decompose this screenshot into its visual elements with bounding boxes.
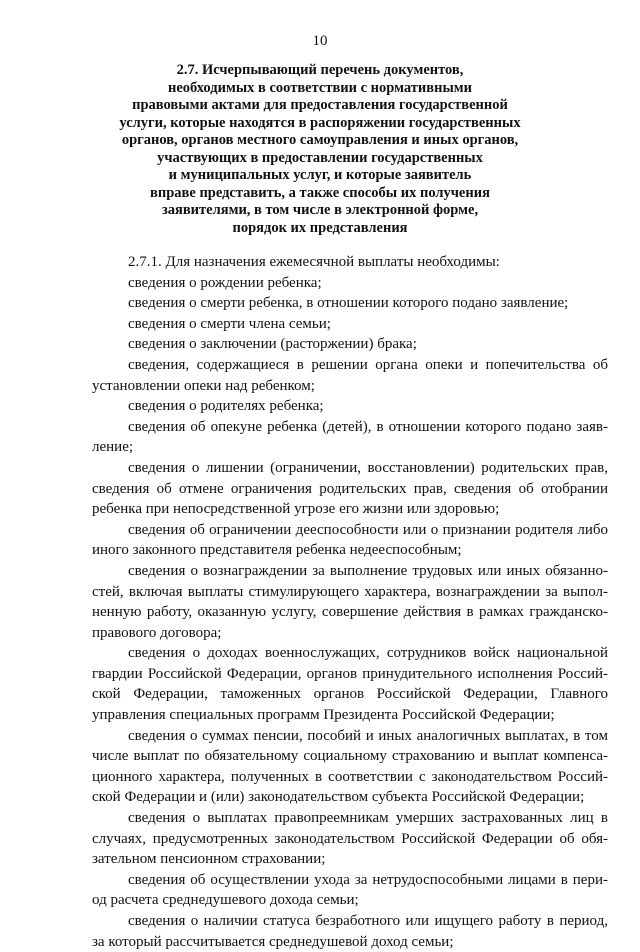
paragraph-line: сведения о смерти члена семьи; xyxy=(128,315,331,332)
paragraph-line: сведения об ограничении дееспособности или о признании родителя либо xyxy=(128,521,608,538)
paragraph-line: иного законного представителя ребенка недееспособным; xyxy=(92,542,462,559)
paragraph-line: сведения о доходах военнослужащих, сотрудников войск национальной xyxy=(128,645,608,662)
paragraph-line: сведения о выплатах правопреемникам умерших застрахованных лиц в xyxy=(128,810,608,827)
paragraph-line: зательном пенсионном страховании; xyxy=(92,851,326,868)
paragraph-line: сведения о заключении (расторжении) брака; xyxy=(128,336,417,353)
paragraph-line: ской Федерации и (или) законодательством субъекта Российской Федерации; xyxy=(92,789,585,806)
paragraph xyxy=(92,252,608,273)
heading-line: порядок их представления xyxy=(232,219,408,236)
paragraph-line: ционного характера, полученных в соответствии с законодательством Россий- xyxy=(92,768,608,785)
section-heading xyxy=(0,62,640,237)
paragraph-line: ребенка при непосредственной угрозе его жизни или здоровью; xyxy=(92,501,500,518)
paragraph-line: за который рассчитывается среднедушевой доход семьи; xyxy=(92,933,454,950)
paragraph-line: сведения о вознаграждении за выполнение трудовых или иных обязанно- xyxy=(128,562,608,579)
paragraph-line: сведения о рождении ребенка; xyxy=(128,274,322,291)
paragraph xyxy=(92,417,608,458)
paragraph xyxy=(92,911,608,952)
heading-line: 2.7. Исчерпывающий перечень документов, xyxy=(176,62,464,78)
paragraph-line: сведения об осуществлении ухода за нетрудоспособными лицами в пери- xyxy=(128,871,608,888)
heading-line: вправе представить, а также способы их получения xyxy=(150,184,490,201)
paragraph xyxy=(92,334,608,355)
paragraph-line: 2.7.1. Для назначения ежемесячной выплаты необходимы: xyxy=(128,254,500,270)
paragraph-line: случаях, предусмотренных законодательством Российской Федерации об обя- xyxy=(92,830,608,847)
paragraph xyxy=(92,643,608,725)
paragraph-line: сведения об отмене ограничения родительских прав, сведения об отобрании xyxy=(92,480,608,497)
heading-line: правовыми актами для предоставления государственной xyxy=(132,97,508,113)
paragraph-line: сведения о суммах пенсии, пособий и иных аналогичных выплатах, в том xyxy=(128,727,608,744)
paragraph xyxy=(92,458,608,520)
heading-line: участвующих в предоставлении государственных xyxy=(157,149,483,166)
paragraph-line: ление; xyxy=(92,439,134,456)
paragraph-line: правового договора; xyxy=(92,624,222,641)
paragraph-line: числе выплат по обязательному социальному страхованию и выплат компенса- xyxy=(92,748,608,765)
heading-line: органов, органов местного самоуправления и иных органов, xyxy=(121,132,519,148)
heading-line: заявителями, в том числе в электронной форме, xyxy=(161,202,479,218)
paragraph xyxy=(92,273,608,294)
paragraph-line: сведения о родителях ребенка; xyxy=(128,398,324,415)
heading-line: услуги, которые находятся в распоряжении государственных xyxy=(119,114,521,131)
paragraph-line: сведения о лишении (ограничении, восстановлении) родительских прав, xyxy=(128,459,608,476)
section-body xyxy=(92,252,608,952)
paragraph xyxy=(92,355,608,396)
paragraph-line: ненную работу, оказанную услугу, совершение действия в рамках гражданско- xyxy=(92,604,608,621)
paragraph-line: ской Федерации, таможенных органов Российской Федерации, Главного xyxy=(92,686,608,703)
heading-line: необходимых в соответствии с нормативными xyxy=(167,79,473,96)
paragraph xyxy=(92,808,608,870)
paragraph xyxy=(92,396,608,417)
paragraph xyxy=(92,314,608,335)
page-number: 10 xyxy=(312,33,328,49)
paragraph-line: установлении опеки над ребенком; xyxy=(92,377,315,394)
paragraph-line: сведения об опекуне ребенка (детей), в отношении которого подано заяв- xyxy=(128,418,608,435)
paragraph-line: сведения, содержащиеся в решении органа опеки и попечительства об xyxy=(128,356,608,373)
paragraph-line: стей, включая выплаты стимулирующего характера, вознаграждении за выпол- xyxy=(92,583,608,600)
paragraph xyxy=(92,561,608,643)
paragraph-line: сведения о смерти ребенка, в отношении которого подано заявление; xyxy=(128,295,569,312)
paragraph-line: сведения о наличии статуса безработного или ищущего работу в период, xyxy=(128,913,608,929)
paragraph-line: гвардии Российской Федерации, органов принудительного исполнения Россий- xyxy=(92,665,608,682)
paragraph-line: од расчета среднедушевого дохода семьи; xyxy=(92,892,359,909)
paragraph-line: управления специальных программ Президента Российской Федерации; xyxy=(92,707,555,724)
paragraph xyxy=(92,293,608,314)
heading-line: и муниципальных услуг, и которые заявитель xyxy=(168,167,472,183)
paragraph xyxy=(92,520,608,561)
paragraph xyxy=(92,726,608,808)
